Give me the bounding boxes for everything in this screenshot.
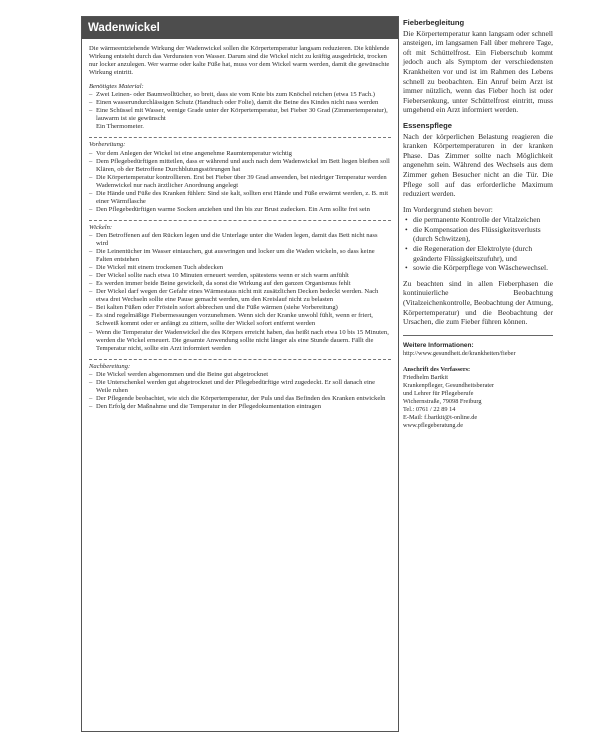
author-line: und Lehrer für Pflegeberufe: [403, 389, 474, 397]
list-item: Klären, ob der Betroffene Durchblutungsstörungen hat: [96, 165, 241, 173]
list-item: – Die Wickel mit einem trockenen Tuch abdecken: [89, 264, 391, 272]
list-item: – Zwei Leinen- oder Baumwolltücher, so breit, dass sie vom Knie bis zum Knöchel reichen (etwa 15 Fach.): [89, 91, 391, 99]
box-intro: Die wärmeentziehende Wirkung der Wadenwickel sollen die Körpertemperatur langsam reduzieren. Die kühlende Wirkung entsteht durch das Verdunsten von Wasser. Darum sind die Wickel nicht zu kräftig ausgedrückt, trocken nur locker anzulegen. Wer warme oder kalte Füße hat, muss vor dem Wickel warm werden, damit die gewünschte Wirkung eintritt.: [89, 45, 390, 77]
section-title: Vorbereitung:: [89, 137, 391, 149]
weitere-link[interactable]: http://www.gesundheit.de/krankheiten/fieber: [403, 349, 516, 357]
author-line: Krankenpfleger, Gesundheitsberater: [403, 381, 495, 389]
section-title: Nachbereitung:: [89, 359, 391, 371]
list-item: – Der Wickel darf wegen der Gefahr eines Wärmestaus nicht mit zusätzlichen Decken bedeckt werden. Nach etwa drei Wechseln sollte eine Pause gemacht werden, um den Kreislauf nicht zu belasten: [89, 288, 391, 304]
list-item: – Dem Pflegebedürftigen mitteilen, dass er während und auch nach dem Wadenwickel im Bett liegen bleiben soll: [89, 158, 391, 166]
list-item: – Den Erfolg der Maßnahme und die Temperatur in der Pflegedokumentation eintragen: [89, 403, 391, 411]
ess-text: Nach der körperlichen Belastung reagieren die kranken Körpertemperaturen in der kranken Phase. Das Zimmer sollte nach Möglichkeit angenehm sein. Während des Wechsels aus dem Zimmer gehen Besucher nicht an die Tür. Die Pflege soll auf das erforderliche Maximum reduziert werden.: [403, 131, 553, 199]
section-title: Benötigtes Material:: [89, 83, 144, 91]
list-item: Ein Thermometer.: [96, 123, 144, 131]
list-item: • die Kompensation des Flüssigkeitsverlusts (durch Schwitzen),: [403, 225, 553, 244]
list-item: – Vor dem Anlegen der Wickel ist eine angenehme Raumtemperatur wichtig: [89, 150, 391, 158]
list-item: – Der Pflegende beobachtet, wie sich die Körpertemperatur, der Puls und das Befinden des Kranken entwickeln: [89, 395, 391, 403]
section-list: [89, 150, 391, 214]
list-item: – Es werden immer beide Beine gewickelt, da sonst die Wirkung auf den ganzen Organismus fehlt: [89, 280, 391, 288]
list-item: – Die Leinentücher im Wasser eintauchen, gut auswringen und locker um die Waden wickeln, so dass keine Falten entstehen: [89, 248, 391, 264]
list-item: • sowie die Körperpflege von Wäschewechsel.: [403, 263, 553, 273]
wadenwickel-box: [81, 16, 399, 732]
author-email[interactable]: E-Mail: f.bartkit@t-online.de: [403, 413, 478, 421]
list-item: – Es sind regelmäßige Fiebermessungen vorzunehmen. Wenn sich der Kranke unwohl fühlt, wenn er friert, Schweiß kommt oder er anfängt zu zittern, sollte der Wickel sofort entfernt werden: [89, 312, 391, 328]
list-item: – Wenn die Temperatur der Wadenwickel die des Körpers erreicht haben, das heißt nach etwa 10 bis 15 Minuten, werden die Wickel erneuert. Die gesamte Anwendung sollte nicht länger als eine Stunde dauern. Fällt die Temperatur nicht, sollte ein Arzt informiert werden: [89, 329, 391, 353]
author-line: Friedhelm Bartkit: [403, 373, 448, 381]
footer: [403, 342, 553, 430]
list-item: – Einen wasserundurchlässigen Schutz (Handtuch oder Folie), damit die Beine des Kindes nicht nass werden: [89, 99, 391, 107]
list-item: – Den Betroffenen auf den Rücken legen und die Unterlage unter die Waden legen, damit das Bett nicht nass wird: [89, 232, 391, 248]
list-item: – Der Wickel sollte nach etwa 10 Minuten erneuert werden, spätestens wenn er sich warm anfühlt: [89, 272, 391, 280]
ess-heading: Essenspflege: [403, 120, 452, 130]
list-intro: Im Vordergrund stehen bevor:: [403, 204, 493, 214]
section-title: Wickeln:: [89, 220, 391, 232]
box-title: Wadenwickel: [82, 17, 398, 39]
right-column: [403, 18, 553, 430]
divider: [403, 335, 553, 336]
author-line: Wichernstraße, 79098 Freiburg: [403, 397, 482, 405]
closing-text: Zu beachten sind in allen Fieberphasen die kontinuierliche Beobachtung (Vitalzeichenkontrolle, Beobachtung der Atmung, Körpertemperatur) und die Beobachtung der Ursachen, die zum Fieber führen können.: [403, 278, 553, 327]
list-item: • die permanente Kontrolle der Vitalzeichen: [403, 215, 553, 225]
author-website[interactable]: www.pflegeberatung.de: [403, 421, 464, 429]
list-item: – Die Hände und Füße des Kranken fühlen: Sind sie kalt, sollten erst Hände und Füße erwärmt werden, z. B. mit einer Wärmflasche: [89, 190, 391, 206]
fieber-heading: Fieberbegleitung: [403, 18, 465, 27]
box-sections: [89, 83, 391, 411]
care-list: [403, 215, 553, 273]
section-list: [89, 232, 391, 353]
author-line: Tel.: 0761 / 22 89 14: [403, 405, 456, 413]
list-item: – Den Pflegebedürftigen warme Socken anziehen und ihn bis zur Brust zudecken. Ein Arm sollte frei sein: [89, 206, 391, 214]
list-item: – Die Wickel werden abgenommen und die Beine gut abgetrocknet: [89, 371, 391, 379]
list-item: – Eine Schüssel mit Wasser, wenige Grade unter der Körpertemperatur, bei Fieber 30 Grad (Zimmertemperatur), lauwarm ist sie gewünscht: [89, 107, 391, 123]
list-item: – Die Körpertemperatur kontrollieren. Erst bei Fieber über 39 Grad anwenden, bei niedriger Temperatur werden Wadenwickel nur nach ärztlicher Anordnung angelegt: [89, 174, 391, 190]
weitere-heading: Weitere Informationen:: [403, 341, 474, 349]
list-item: – Die Unterschenkel werden gut abgetrocknet und der Pflegebedürftige wird zugedeckt. Er soll danach eine Weile ruhen: [89, 379, 391, 395]
list-item: – Bei kalten Füßen oder Frösteln sofort abbrechen und die Füße wärmen (siehe Vorbereitung): [89, 304, 391, 312]
section-list: [89, 371, 391, 411]
section-list: [89, 91, 391, 131]
list-item: • die Regeneration der Elektrolyte (durch geänderte Flüssigkeitszufuhr), und: [403, 244, 553, 263]
box-body: [82, 39, 398, 411]
author-title: Anschrift des Verfassers:: [403, 365, 471, 373]
fieber-text: Die Körpertemperatur kann langsam oder schnell ansteigen, im langsamen Fall über mehrere Tage, oft mit Schüttelfrost. Ein Fieberschub kommt jedoch auch als Symptom der verschiedensten Krankheiten vor und ist im Rahmen des Lebens schnell zu beobachten. Ein Anruf beim Arzt ist immer nützlich, wenn das Fieber hoch ist oder Fiebersenkung, unter Schüttelfrost eintritt, muss umgehend ein Arzt informiert werden.: [403, 28, 553, 115]
